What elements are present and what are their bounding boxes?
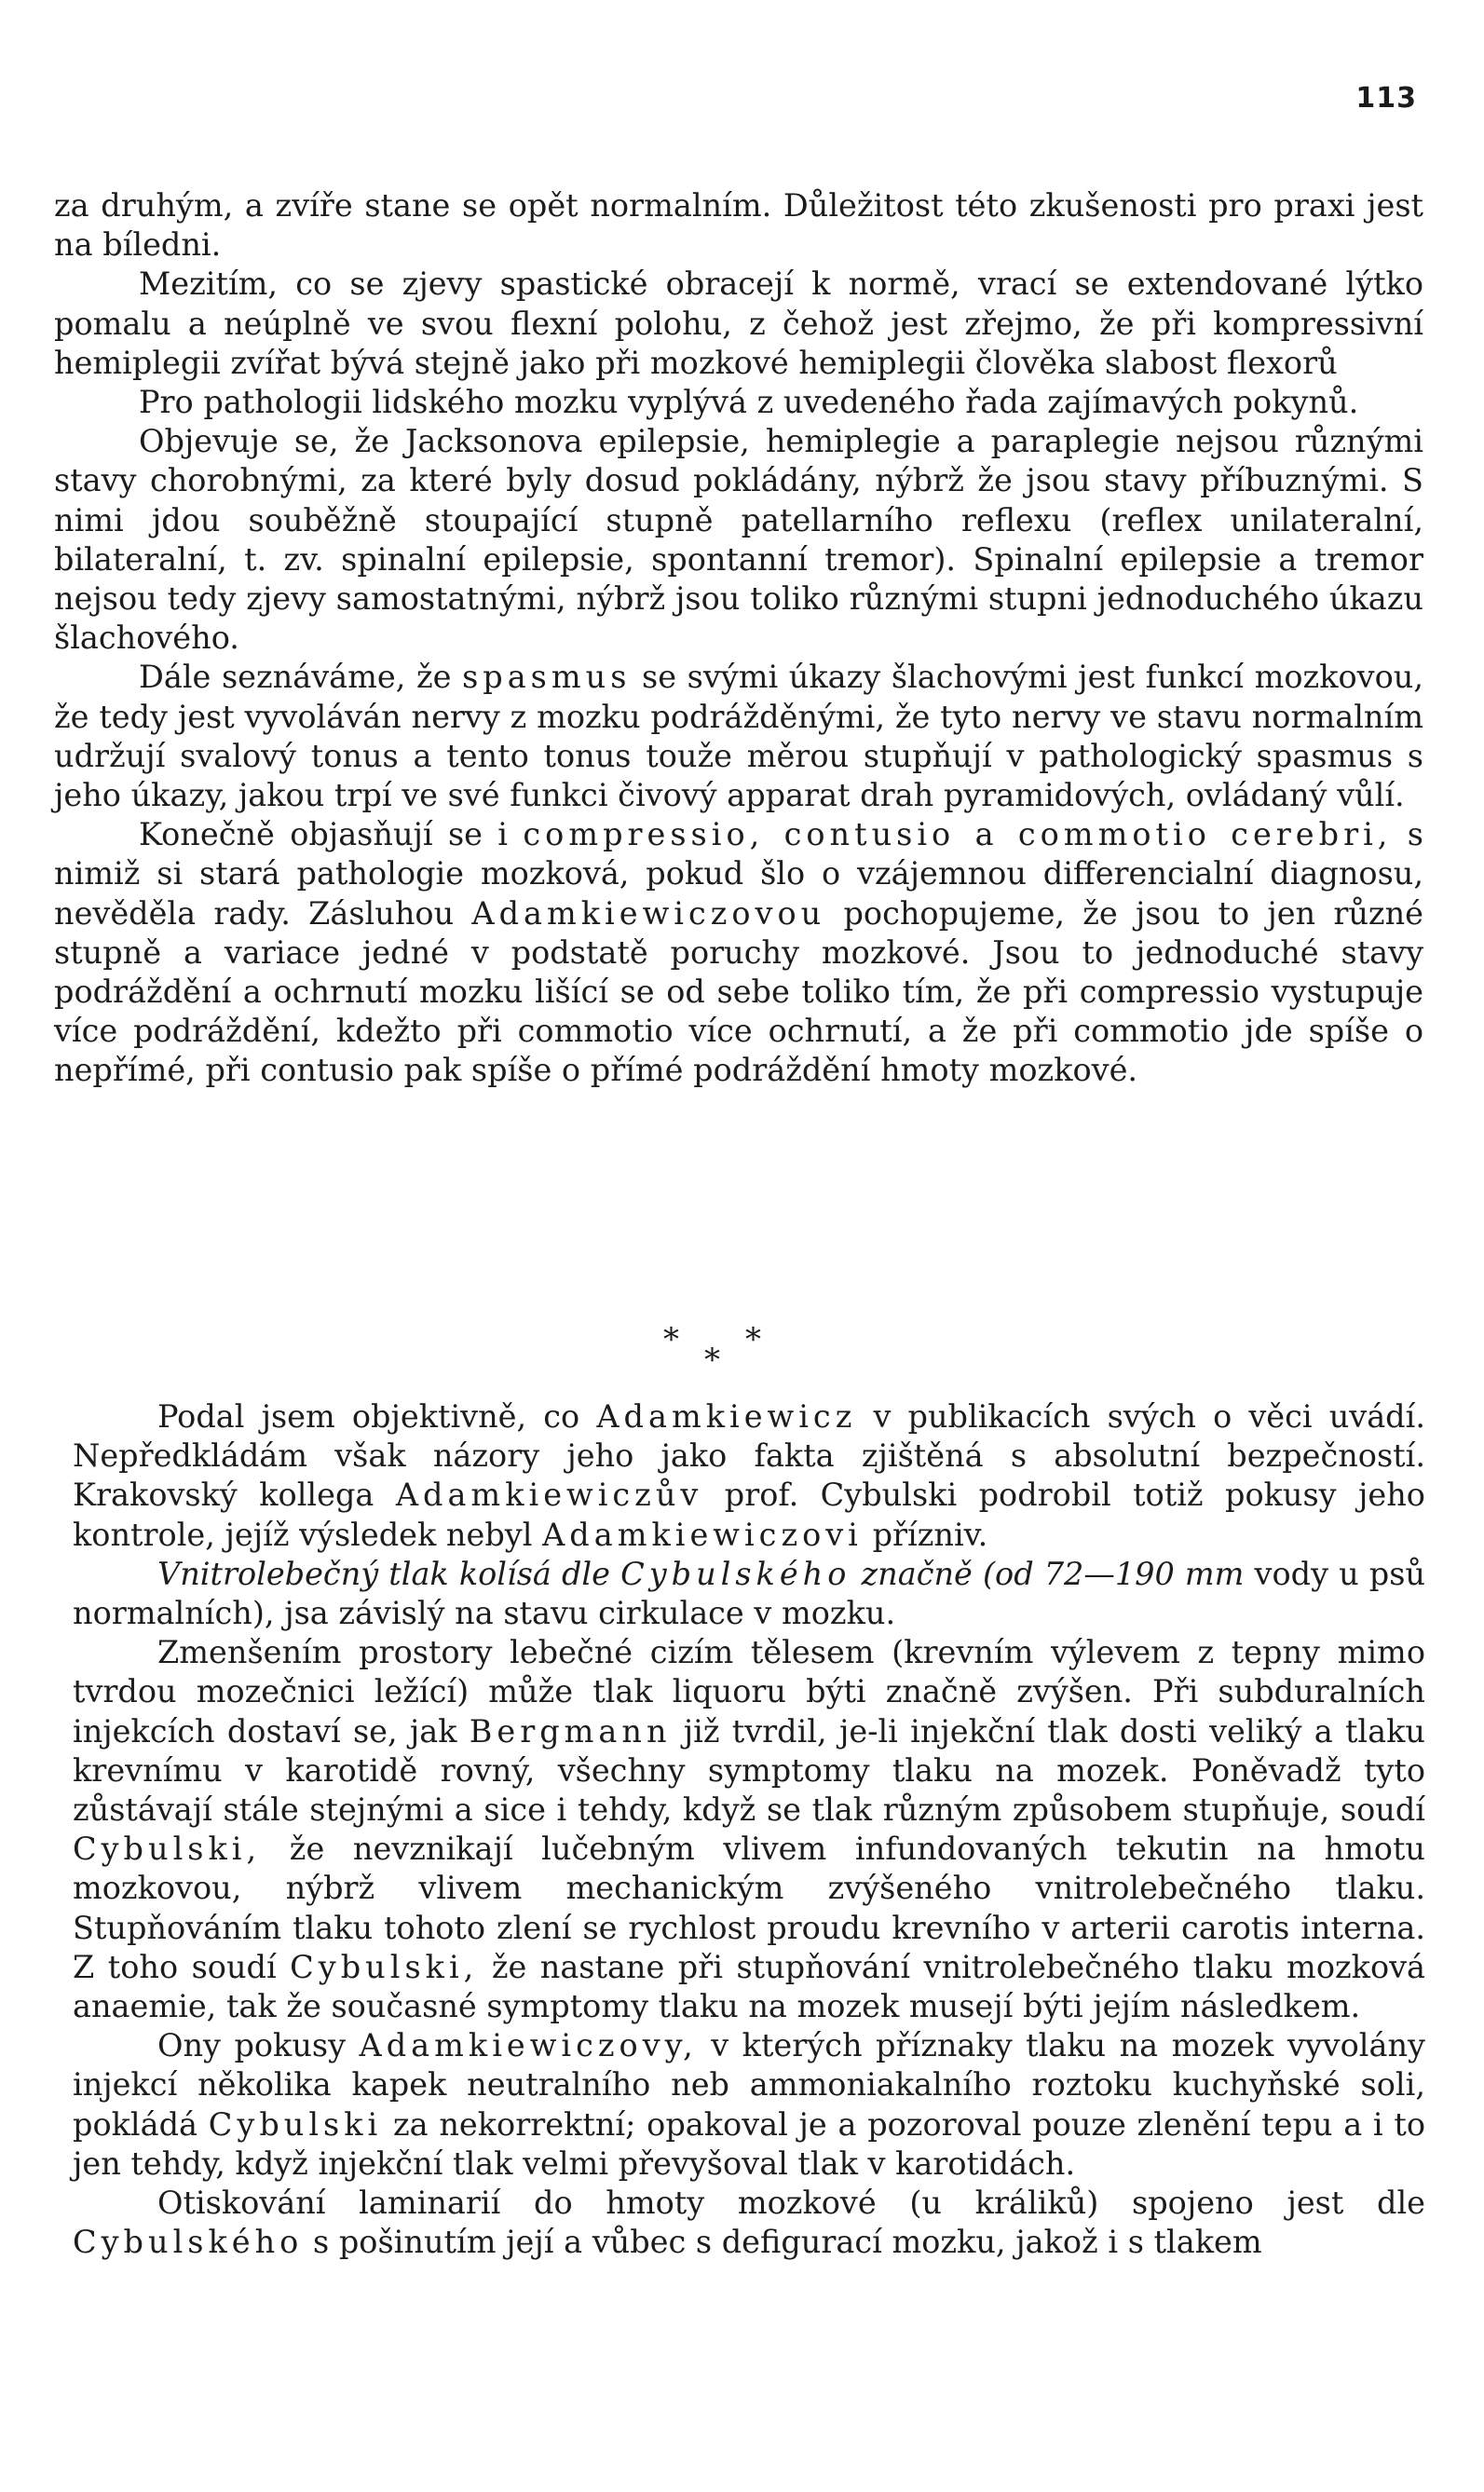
emphasis-adamkiewiczovy: Adamkiewiczovy,: [359, 2027, 698, 2064]
emphasis-adamkiewiczovi: Adamkiewiczovi: [542, 1516, 863, 1553]
main-text-section-1: [54, 186, 1423, 1091]
paragraph-4: Objevuje se, že Jacksonova epilepsie, hemiplegie a paraplegie nejsou různými stavy chorobnými, za které byly dosud pokládány, nýbrž že jsou stavy příbuznými. S nimi jdou souběžně stoupající stupně patellarního reflexu (reflex unilateralní, bilateralní, t. zv. spinalní epilepsie, spontanní tremor). Spinalní epilepsie a tremor nejsou tedy zjevy samostatnými, nýbrž jsou toliko různými stupni jednoduchého úkazu šlachového.: [54, 423, 1423, 657]
paragraph-5: Dále seznáváme, že spasmus se svými úkazy šlachovými jest funkcí mozkovou, že tedy jest vyvoláván nervy z mozku podrážděnými, že tyto nervy ve stavu normalním udržují svalový tonus a tento tonus touže měrou stupňují v pathologický spasmus s jeho úkazy, jakou trpí ve své funkci čivový apparat drah pyramidových, ovládaný vůlí.: [54, 659, 1423, 814]
asterisk: *: [704, 1341, 720, 1379]
emphasis-compressio: compressio, contusio a commotio cerebri,: [523, 816, 1393, 853]
section-divider-asterisks: [652, 1321, 838, 1377]
emphasis-cybulskeho: Cybulského: [73, 2224, 304, 2261]
asterisk: *: [745, 1321, 761, 1358]
page-number: 113: [1355, 82, 1417, 115]
emphasis-cybulski: Cybulski,: [290, 1948, 479, 1985]
paragraph-2: Mezitím, co se zjevy spastické obracejí k normě, vrací se extendované lýtko pomalu a neúplně ve svou flexní polohu, z čehož jest zřejmo, že při kompressivní hemiplegii zvířat bývá stejně jako při mozkové hemiplegii člověka slabost flexorů: [54, 266, 1423, 381]
main-text-section-2: [73, 1397, 1425, 2262]
paragraph-3: Pro pathologii lidského mozku vyplývá z uvedeného řada zajímavých pokynů.: [139, 384, 1359, 421]
asterisk: *: [663, 1321, 679, 1358]
paragraph-1: za druhým, a zvíře stane se opět normalním. Důležitost této zkušenosti pro praxi jest na bíledni.: [54, 187, 1423, 264]
paragraph-8: Vnitrolebečný tlak kolísá dle Cybulského značně (od 72—190 mm vody u psů normalních), jsa závislý na stavu cirkulace v mozku.: [73, 1555, 1425, 1632]
paragraph-9: Zmenšením prostory lebečné cizím tělesem (krevním výlevem z tepny mimo tvrdou mozečnici ležící) může tlak liquoru býti značně zvýšen. Při subduralních injekcích dostaví se, jak Bergmann již tvrdil, je-li injekční tlak dosti veliký a tlaku krevnímu v karotidě rovný, všechny symptomy tlaku na mozek. Poněvadž tyto zůstávají stále stejnými a sice i tehdy, když se tlak různým způsobem stupňuje, soudí Cybulski, že nevznikají lučebným vlivem infundovaných tekutin na hmotu mozkovou, nýbrž vlivem mechanickým zvýšeného vnitrolebečného tlaku. Stupňováním tlaku tohoto zlení se rychlost proudu krevního v arterii carotis interna. Z toho soudí Cybulski, že nastane při stupňování vnitrolebečného tlaku mozková anaemie, tak že současné symptomy tlaku na mozek musejí býti jejím následkem.: [73, 1634, 1426, 2025]
paragraph-7: Podal jsem objektivně, co Adamkiewicz v publikacích svých o věci uvádí. Nepředkládám však názory jeho jako fakta zjištěná s absolutní bezpečností. Krakovský kollega Adamkiewiczův prof. Cybulski podrobil totiž pokusy jeho kontrole, jejíž výsledek nebyl Adamkiewiczovi přízniv.: [73, 1398, 1425, 1553]
emphasis-adamkiewiczuv: Adamkiewiczův: [395, 1477, 703, 1514]
unit-mm: mm: [1184, 1555, 1245, 1592]
emphasis-cybulskeho: Cybulského: [620, 1555, 851, 1592]
emphasis-cybulski: Cybulski,: [73, 1831, 262, 1868]
emphasis-cybulski: Cybulski: [208, 2105, 383, 2143]
emphasis-spasmus: spasmus: [462, 659, 632, 696]
paragraph-11: Otiskování laminarií do hmoty mozkové (u králiků) spojeno jest dle Cybulského s pošinutím její a vůbec s defigurací mozku, jakož i s tlakem: [73, 2185, 1425, 2261]
emphasis-adamkiewiczovou: Adamkiewiczovou: [471, 894, 826, 932]
emphasis-bergmann: Bergmann: [469, 1712, 672, 1750]
paragraph-6: Konečně objasňují se i compressio, contusio a commotio cerebri, s nimiž si stará pathologie mozková, pokud šlo o vzájemnou differencialní diagnosu, nevěděla rady. Zásluhou Adamkiewiczovou pochopujeme, že jsou to jen různé stupně a variace jedné v podstatě poruchy mozkové. Jsou to jednoduché stavy podráždění a ochrnutí mozku lišící se od sebe toliko tím, že při compressio vystupuje více podráždění, kdežto při commotio více ochrnutí, a že při commotio jde spíše o nepřímé, při contusio pak spíše o přímé podráždění hmoty mozkové.: [54, 816, 1423, 1089]
emphasis-adamkiewicz: Adamkiewicz: [596, 1398, 857, 1435]
paragraph-10: Ony pokusy Adamkiewiczovy, v kterých příznaky tlaku na mozek vyvolány injekcí několika kapek neutralního neb ammoniakalního roztoku kuchyňské soli, pokládá Cybulski za nekorrektní; opakoval je a pozoroval pouze zlenění tepu a i to jen tehdy, když injekční tlak velmi převyšoval tlak v karotidách.: [73, 2027, 1425, 2182]
